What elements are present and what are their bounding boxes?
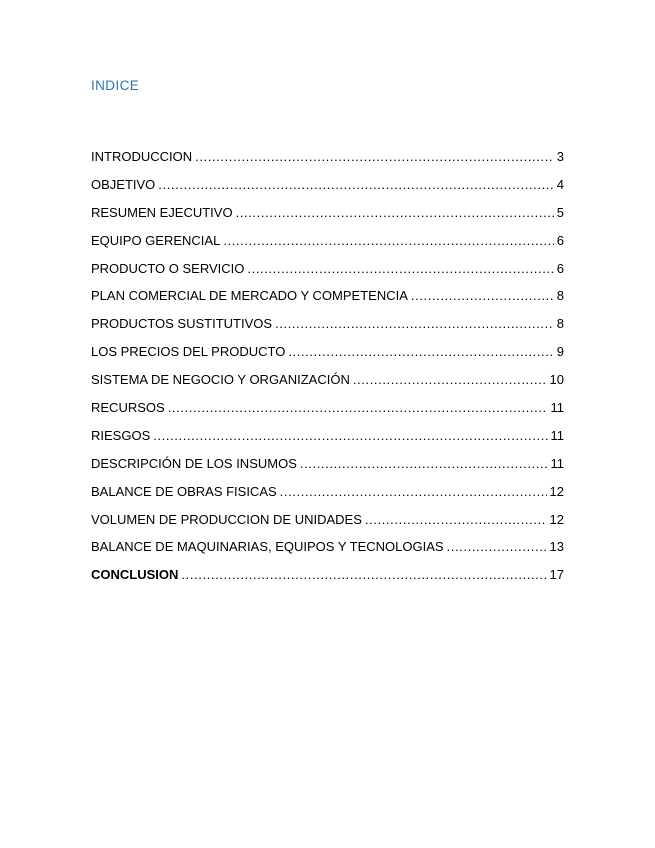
- toc-entry-page-number: 17: [549, 567, 564, 583]
- toc-entry[interactable]: [91, 259, 564, 287]
- toc-heading: INDICE: [91, 78, 140, 93]
- toc-entry-page-number: 5: [556, 204, 564, 220]
- toc-entry[interactable]: [91, 537, 564, 565]
- toc-entry-title: INTRODUCCION: [91, 149, 193, 164]
- toc-entry[interactable]: [91, 565, 564, 593]
- toc-entry-title: RIESGOS: [91, 427, 151, 443]
- toc-entry-title: EQUIPO GERENCIAL: [91, 232, 221, 248]
- toc-dot-leader: [168, 398, 548, 418]
- toc-entry-title: RECURSOS: [91, 400, 165, 416]
- toc-entry-title: BALANCE DE MAQUINARIAS, EQUIPOS Y TECNOLOGIAS: [91, 539, 444, 555]
- toc-entry[interactable]: [91, 231, 564, 259]
- toc-entry-title: PRODUCTOS SUSTITUTIVOS: [91, 316, 273, 332]
- toc-dot-leader: [195, 147, 554, 167]
- toc-entry-page-number: 11: [550, 455, 564, 471]
- toc-entry-page-number: 6: [556, 232, 564, 248]
- toc-entry-page-number: 11: [550, 427, 564, 443]
- toc-entry[interactable]: [91, 454, 564, 482]
- toc-entry[interactable]: [91, 314, 564, 342]
- table-of-contents: [91, 147, 564, 593]
- toc-entry[interactable]: [91, 175, 564, 203]
- toc-entry[interactable]: [91, 203, 564, 231]
- toc-dot-leader: [247, 259, 553, 279]
- toc-entry-page-number: 12: [549, 483, 564, 499]
- toc-dot-leader: [288, 342, 553, 362]
- toc-entry-title: LOS PRECIOS DEL PRODUCTO: [91, 344, 286, 360]
- toc-entry-page-number: 11: [550, 400, 564, 416]
- toc-entry-title: PLAN COMERCIAL DE MERCADO Y COMPETENCIA: [91, 288, 408, 304]
- toc-dot-leader: [411, 286, 554, 306]
- toc-entry-page-number: 13: [549, 539, 564, 555]
- toc-dot-leader: [275, 314, 554, 334]
- toc-entry-page-number: 8: [556, 288, 564, 304]
- toc-dot-leader: [181, 565, 546, 585]
- toc-entry-title: PRODUCTO O SERVICIO: [91, 260, 245, 276]
- toc-entry-title: VOLUMEN DE PRODUCCION DE UNIDADES: [91, 511, 362, 527]
- toc-entry-page-number: 8: [556, 316, 564, 332]
- toc-entry-title: DESCRIPCIÓN DE LOS INSUMOS: [91, 455, 297, 471]
- toc-entry-title: SISTEMA DE NEGOCIO Y ORGANIZACIÓN: [91, 372, 350, 388]
- toc-entry[interactable]: [91, 342, 564, 370]
- toc-entry[interactable]: [91, 426, 564, 454]
- toc-dot-leader: [280, 482, 547, 502]
- toc-entry-page-number: 3: [556, 149, 564, 164]
- toc-dot-leader: [158, 175, 553, 195]
- toc-entry[interactable]: [91, 370, 564, 398]
- toc-dot-leader: [365, 510, 547, 530]
- toc-entry-page-number: 9: [556, 344, 564, 360]
- toc-entry-page-number: 12: [549, 511, 564, 527]
- toc-entry[interactable]: [91, 482, 564, 510]
- toc-dot-leader: [447, 537, 547, 557]
- toc-entry-page-number: 6: [556, 260, 564, 276]
- toc-dot-leader: [300, 454, 548, 474]
- toc-entry[interactable]: [91, 510, 564, 538]
- toc-entry-page-number: 10: [549, 372, 564, 388]
- toc-dot-leader: [353, 370, 547, 390]
- toc-entry-title: RESUMEN EJECUTIVO: [91, 204, 233, 220]
- toc-entry[interactable]: [91, 286, 564, 314]
- toc-entry[interactable]: [91, 398, 564, 426]
- toc-entry-title: OBJETIVO: [91, 176, 156, 192]
- toc-dot-leader: [236, 203, 554, 223]
- toc-entry-title: CONCLUSION: [91, 567, 179, 583]
- toc-entry-title: BALANCE DE OBRAS FISICAS: [91, 483, 277, 499]
- toc-entry-page-number: 4: [556, 176, 564, 192]
- toc-dot-leader: [153, 426, 547, 446]
- toc-entry[interactable]: [91, 147, 564, 175]
- toc-dot-leader: [223, 231, 553, 251]
